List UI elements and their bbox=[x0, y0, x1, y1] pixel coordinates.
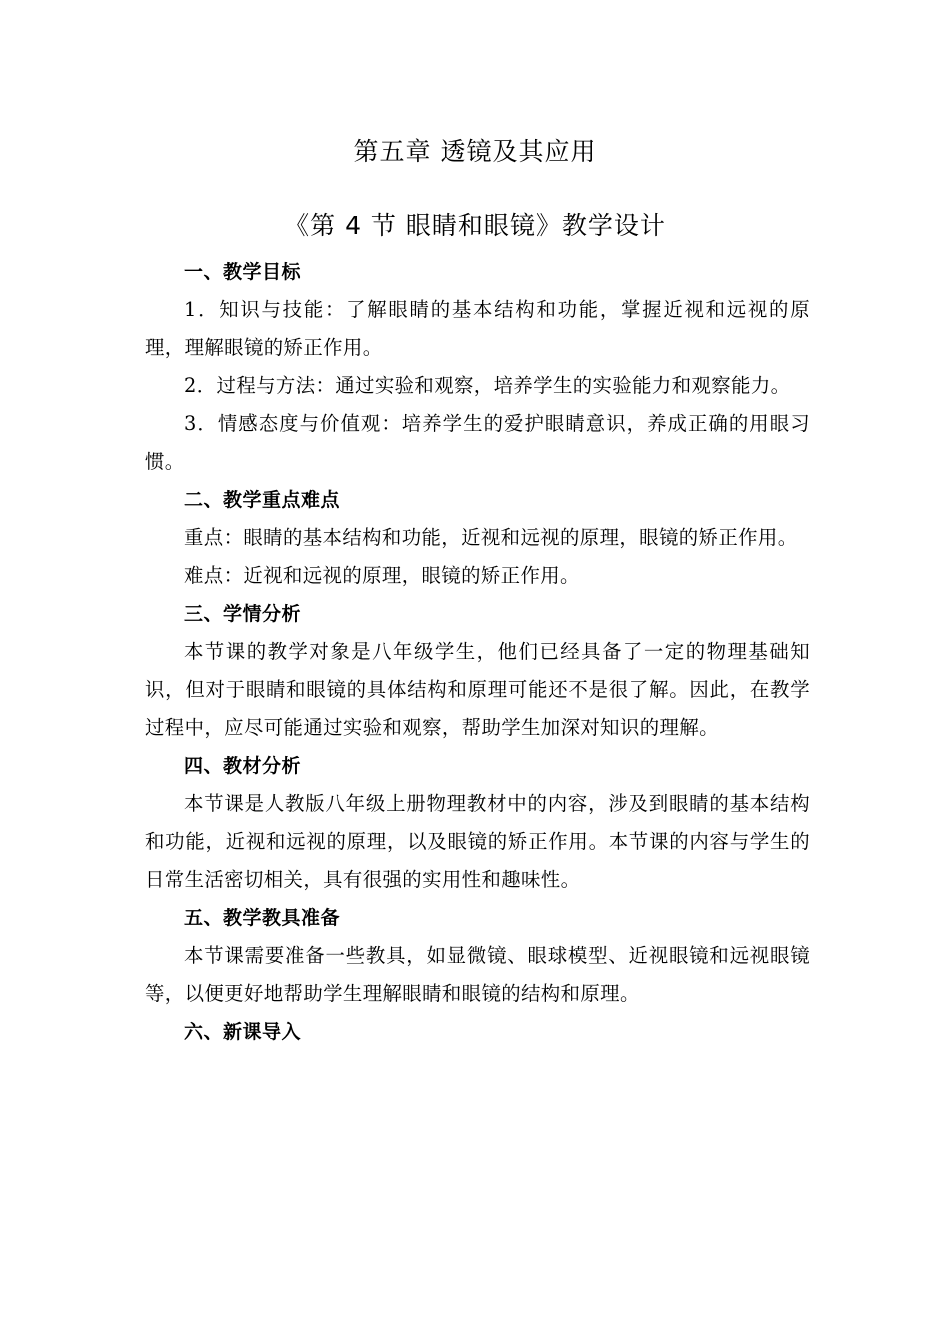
paragraph: 重点：眼睛的基本结构和功能，近视和远视的原理，眼镜的矫正作用。 bbox=[184, 526, 798, 549]
section-new-lesson-intro bbox=[145, 1013, 810, 1051]
paragraph: 难点：近视和远视的原理，眼镜的矫正作用。 bbox=[184, 564, 580, 587]
section-heading: 四、教材分析 bbox=[184, 755, 302, 777]
paragraph: 本节课是人教版八年级上册物理教材中的内容，涉及到眼睛的基本结构和功能，近视和远视的原理，以及眼镜的矫正作用。本节课的内容与学生的日常生活密切相关，具有很强的实用性和趣味性。 bbox=[145, 792, 810, 891]
chapter-title: 第五章 透镜及其应用 bbox=[353, 137, 597, 166]
section-heading: 三、学情分析 bbox=[184, 603, 302, 625]
section-textbook-analysis bbox=[145, 747, 810, 899]
document-body bbox=[145, 253, 810, 1051]
section-teaching-objectives bbox=[145, 253, 810, 481]
section-heading: 一、教学目标 bbox=[184, 261, 302, 283]
section-heading: 六、新课导入 bbox=[184, 1021, 302, 1043]
paragraph: 本节课的教学对象是八年级学生，他们已经具备了一定的物理基础知识，但对于眼睛和眼镜的具体结构和原理可能还不是很了解。因此，在教学过程中，应尽可能通过实验和观察，帮助学生加深对知识的理解。 bbox=[145, 640, 810, 739]
paragraph: 本节课需要准备一些教具，如显微镜、眼球模型、近视眼镜和远视眼镜等，以便更好地帮助学生理解眼睛和眼镜的结构和原理。 bbox=[145, 944, 810, 1005]
lesson-title: 《第 4 节 眼睛和眼镜》教学设计 bbox=[284, 211, 666, 240]
section-key-difficult-points bbox=[145, 481, 810, 595]
section-teaching-aids bbox=[145, 899, 810, 1013]
paragraph: 1．知识与技能：了解眼睛的基本结构和功能，掌握近视和远视的原理，理解眼镜的矫正作用。 bbox=[145, 298, 810, 359]
section-learner-analysis bbox=[145, 595, 810, 747]
section-heading: 五、教学教具准备 bbox=[184, 907, 341, 929]
section-heading: 二、教学重点难点 bbox=[184, 489, 341, 511]
paragraph: 2．过程与方法：通过实验和观察，培养学生的实验能力和观察能力。 bbox=[184, 374, 791, 397]
paragraph: 3．情感态度与价值观：培养学生的爱护眼睛意识，养成正确的用眼习惯。 bbox=[145, 412, 810, 473]
